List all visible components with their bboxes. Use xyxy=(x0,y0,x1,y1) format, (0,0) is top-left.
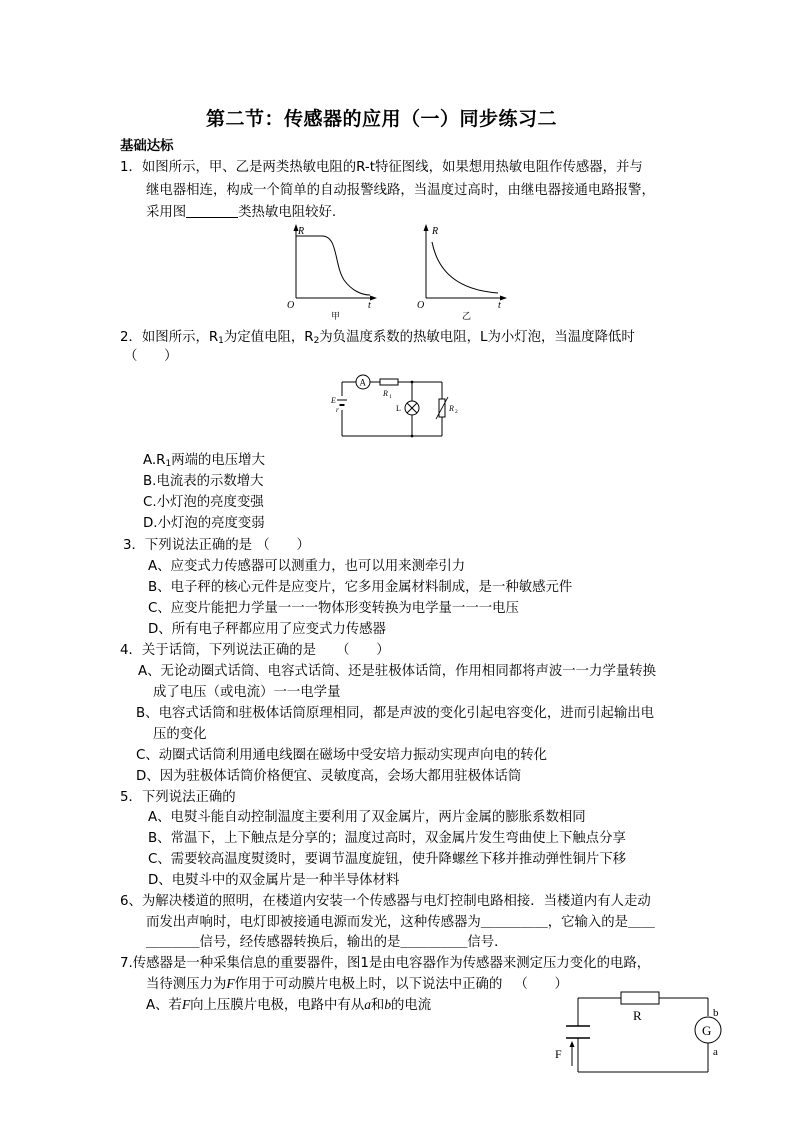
q4-option-a2: 成了电压（或电流）一一电学量 xyxy=(153,685,341,700)
q2-option-c: C.小灯泡的亮度变强 xyxy=(143,495,264,510)
q4-option-b2: 压的变化 xyxy=(153,727,207,742)
jia-axis-r: R xyxy=(298,226,305,237)
ammeter-label: A xyxy=(359,377,366,388)
r2-sub: 2 xyxy=(455,409,458,415)
q1-line3 xyxy=(146,202,336,223)
q1-line2: 继电器相连，构成一个简单的自动报警线路，当温度过高时，由继电器接通电路报警， xyxy=(146,183,655,198)
q7-opta-point-a: a xyxy=(364,997,371,1012)
q2-text-c: 为负温度系数的热敏电阻，L为小灯泡，当温度降低时 xyxy=(319,330,635,345)
q7-line2 xyxy=(146,973,568,995)
q6-line2: 而发出声响时，电灯即被接通电源而发光，这种传感器为＿＿＿＿＿，它输入的是＿＿ xyxy=(146,915,655,930)
q2-sub2: 2 xyxy=(313,336,320,346)
graph-jia xyxy=(282,222,382,324)
q3-option-d: D、所有电子秤都应用了应变式力传感器 xyxy=(148,622,386,637)
q7-opta-d: 的电流 xyxy=(391,998,432,1013)
q5-option-b: B、常温下，上下触点是分享的；温度过高时，双金属片发生弯曲使上下触点分享 xyxy=(148,831,626,846)
q4-option-d: D、因为驻极体话筒价格便宜、灵敏度高，会场大都用驻极体话筒 xyxy=(136,769,522,784)
q7-opta-point-b: b xyxy=(384,997,392,1012)
r2-label: R xyxy=(449,404,454,413)
q2-text-a: 2．如图所示，R xyxy=(120,330,219,345)
jia-origin: O xyxy=(287,300,295,311)
lamp-label: L xyxy=(396,404,401,413)
curve-yi xyxy=(432,242,498,293)
page-title: 第二节：传感器的应用（一）同步练习二 xyxy=(206,108,558,130)
q7-option-a xyxy=(146,994,431,1016)
q1-line1: 1．如图所示，甲、乙是两类热敏电阻的R-t特征图线，如果想用热敏电阻作传感器，并与 xyxy=(120,160,643,175)
emf-label: E xyxy=(331,396,336,405)
circuit-q2 xyxy=(328,370,468,442)
q1-line3-post: 类热敏电阻较好. xyxy=(238,205,337,220)
r1-label: R xyxy=(383,389,388,398)
graph-yi xyxy=(412,222,512,324)
q2-opta-a: A.R xyxy=(143,453,166,468)
q1-answer-blank xyxy=(186,203,238,218)
q2-opta-sub: 1 xyxy=(165,459,172,469)
force-label: F xyxy=(555,1047,562,1061)
q2-text-b: 为定值电阻，R xyxy=(223,330,314,345)
internal-r-label: r xyxy=(336,406,339,414)
point-b-label: b xyxy=(713,1007,719,1019)
jia-caption: 甲 xyxy=(331,311,341,321)
q2-line1 xyxy=(120,327,635,352)
circuit-q7 xyxy=(548,980,730,1080)
q7-line2-f: F xyxy=(226,976,235,991)
q5-option-d: D、电熨斗中的双金属片是一种半导体材料 xyxy=(148,873,400,888)
q4-stem: 4．关于话筒，下列说法正确的是 （ ） xyxy=(120,643,390,658)
q7-opta-c: 和 xyxy=(370,998,385,1013)
section-heading: 基础达标 xyxy=(120,139,174,154)
q7-opta-f: F xyxy=(181,997,191,1012)
q7-line2-b: 作用于可动膜片电极上时，以下说法中正确的 xyxy=(234,977,503,992)
q4-option-c: C、动圈式话筒利用通电线圈在磁场中受安培力振动实现声向电的转化 xyxy=(136,748,548,763)
resistor-r1 xyxy=(380,379,398,385)
q5-option-a: A、电熨斗能自动控制温度主要利用了双金属片，两片金属的膨胀系数相同 xyxy=(148,810,586,825)
yi-axis-r: R xyxy=(432,226,439,237)
yi-caption: 乙 xyxy=(462,311,472,321)
q3-option-a: A、应变式力传感器可以测重力，也可以用来测牵引力 xyxy=(148,559,466,574)
q3-option-b: B、电子秤的核心元件是应变片，它多用金属材料制成，是一种敏感元件 xyxy=(148,580,573,595)
q4-option-a1: A、无论动圈式话筒、电容式话筒、还是驻极体话筒，作用相同都将声波一一力学量转换 xyxy=(138,664,657,679)
q5-option-c: C、需要较高温度熨烫时，要调节温度旋钮，使升降螺丝下移并推动弹性铜片下移 xyxy=(148,852,627,867)
q7-line2-a: 当待测压力为 xyxy=(146,977,227,992)
q2-opta-b: 两端的电压增大 xyxy=(171,453,265,468)
q2-sub1: 1 xyxy=(218,336,224,346)
q7-opta-b: 向上压膜片电极，电路中有从 xyxy=(190,998,365,1013)
jia-axis-t: t xyxy=(368,300,371,311)
q6-line3: ＿＿＿＿信号，经传感器转换后，输出的是＿＿＿＿＿信号． xyxy=(146,935,508,950)
q4-option-b1: B、电容式话筒和驻极体话筒原理相同，都是声波的变化引起电容变化，进而引起输出电 xyxy=(136,706,655,721)
q7-blank: （ ） xyxy=(514,977,568,992)
q7-line1: 7.传感器是一种采集信息的重要器件，图1是由电容器作为传感器来测定压力变化的电路， xyxy=(120,956,651,971)
q5-stem: 5．下列说法正确的 xyxy=(120,790,236,805)
q2-option-d: D.小灯泡的亮度变弱 xyxy=(143,516,265,531)
point-a-label: a xyxy=(713,1046,718,1058)
q6-line1: 6、为解决楼道的照明，在楼道内安装一个传感器与电灯控制电路相接．当楼道内有人走动 xyxy=(120,894,651,909)
q3-stem: 3．下列说法正确的是 （ ） xyxy=(123,538,310,553)
q3-option-c: C、应变片能把力学量一一一物体形变转换为电学量一一一电压 xyxy=(148,601,519,616)
q7-resistor-label: R xyxy=(633,1008,642,1023)
q7-resistor xyxy=(621,992,659,1004)
yi-axis-t: t xyxy=(498,300,501,311)
q2-blank: （ ） xyxy=(124,349,178,364)
yi-origin: O xyxy=(417,300,425,311)
q1-line3-pre: 采用图 xyxy=(146,205,187,220)
q2-option-b: B.电流表的示数增大 xyxy=(143,474,264,489)
q7-opta-a: A、若 xyxy=(146,998,182,1013)
galvanometer-label: G xyxy=(702,1023,712,1038)
r1-sub: 1 xyxy=(389,394,392,400)
curve-jia xyxy=(296,236,370,295)
